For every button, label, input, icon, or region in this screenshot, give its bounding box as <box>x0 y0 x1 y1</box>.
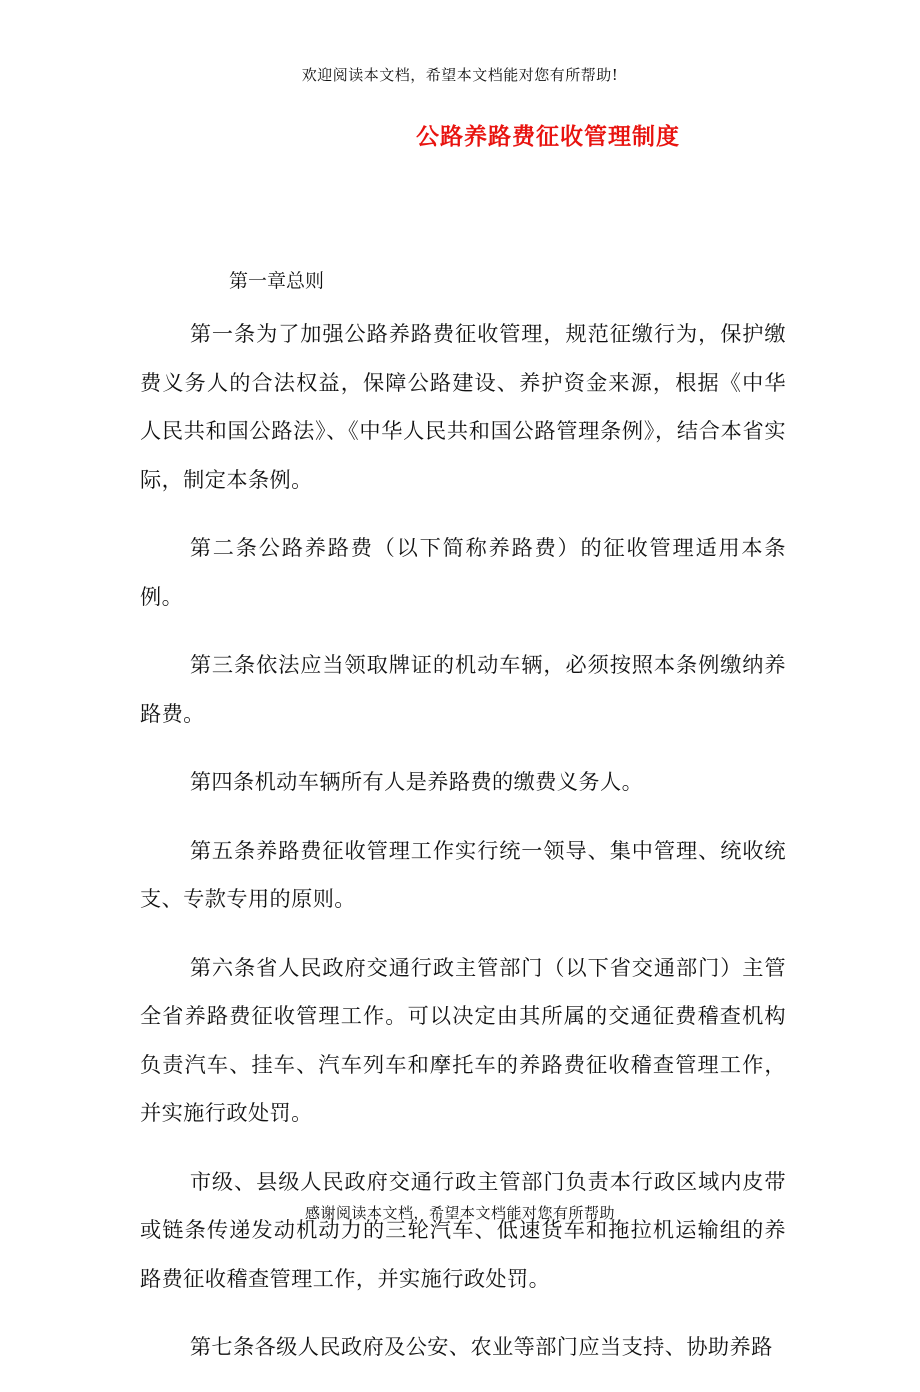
paragraph-article-2: 第二条公路养路费（以下简称养路费）的征收管理适用本条例。 <box>140 535 786 609</box>
paragraph-article-3: 第三条依法应当领取牌证的机动车辆，必须按照本条例缴纳养路费。 <box>140 652 786 726</box>
paragraph-article-6: 第六条省人民政府交通行政主管部门（以下省交通部门）主管全省养路费征收管理工作。可以决定由其所属的交通征费稽查机构负责汽车、挂车、汽车列车和摩托车的养路费征收稽查管理工作，并实施行政处罚。 <box>140 954 786 1125</box>
page-footer: 感谢阅读本文档，希望本文档能对您有所帮助 <box>304 1204 615 1222</box>
document-body <box>140 310 786 1392</box>
paragraph-article-6-cont: 市级、县级人民政府交通行政主管部门负责本行政区域内皮带或链条传递发动机动力的三轮汽车、低速货车和拖拉机运输组的养路费征收稽查管理工作，并实施行政处罚。 <box>140 1168 786 1291</box>
paragraph-article-1: 第一条为了加强公路养路费征收管理，规范征缴行为，保护缴费义务人的合法权益，保障公路建设、养护资金来源，根据《中华人民共和国公路法》、《中华人民共和国公路管理条例》，结合本省实际，制定本条例。 <box>140 321 786 492</box>
page-header: 欢迎阅读本文档，希望本文档能对您有所帮助! <box>301 66 619 84</box>
chapter-heading: 第一章总则 <box>229 270 325 292</box>
paragraph-article-7: 第七条各级人民政府及公安、农业等部门应当支持、协助养路 <box>189 1334 773 1359</box>
document-title: 公路养路费征收管理制度 <box>416 123 680 150</box>
paragraph-article-5: 第五条养路费征收管理工作实行统一领导、集中管理、统收统支、专款专用的原则。 <box>140 837 786 911</box>
paragraph-article-4: 第四条机动车辆所有人是养路费的缴费义务人。 <box>189 769 644 794</box>
